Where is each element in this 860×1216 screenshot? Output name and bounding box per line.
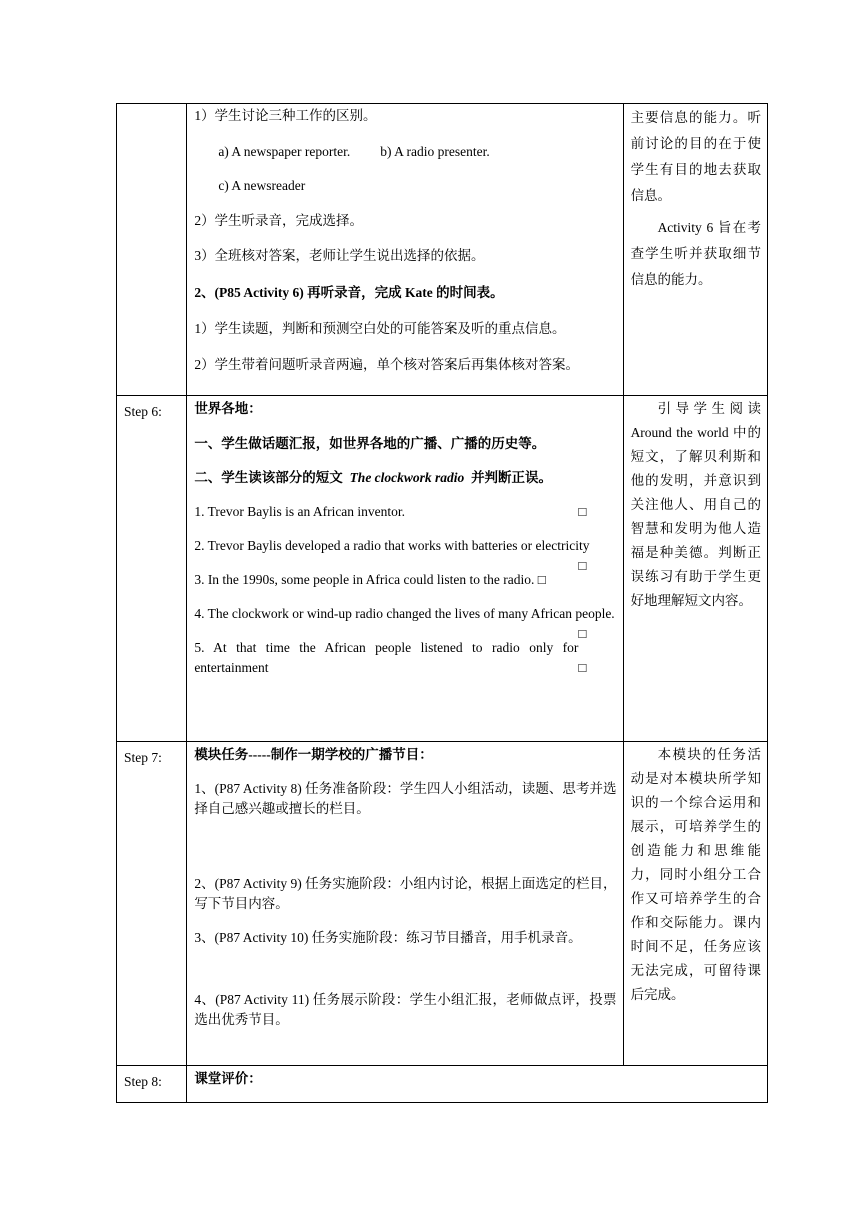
text-line: c) A newsreader bbox=[218, 178, 306, 193]
text-line: 1）学生讨论三种工作的区别。 bbox=[194, 108, 377, 123]
activity-cell bbox=[187, 104, 623, 396]
checkbox[interactable]: □ bbox=[578, 504, 587, 519]
step-cell bbox=[117, 1066, 187, 1103]
table-row bbox=[117, 1066, 768, 1103]
task-item: 3、(P87 Activity 10) 任务实施阶段：练习节目播音，用手机录音。 bbox=[194, 930, 582, 945]
text-line: a) A newspaper reporter. b) A radio presenter. bbox=[218, 144, 490, 159]
text-line: 一、学生做话题汇报，如世界各地的广播、广播的历史等。 bbox=[194, 436, 546, 451]
section-title: 课堂评价： bbox=[194, 1071, 262, 1086]
note-text: Activity 6 旨在考查学生听并获取细节信息的能力。 bbox=[630, 220, 761, 287]
text-line: 二、学生读该部分的短文 The clockwork radio 并判断正误。 bbox=[194, 470, 553, 485]
note-cell bbox=[623, 742, 767, 1066]
lesson-plan-table bbox=[116, 103, 768, 1103]
checkbox[interactable]: □ bbox=[578, 558, 587, 573]
activity-cell bbox=[187, 1066, 768, 1103]
statement-item: 1. Trevor Baylis is an African inventor. □ bbox=[194, 502, 616, 522]
statement-item: 5. At that time the African people listened to radio only for entertainment □ bbox=[194, 638, 616, 678]
checkbox[interactable]: □ bbox=[578, 626, 587, 641]
table-row bbox=[117, 396, 768, 742]
statement-item: 2. Trevor Baylis developed a radio that works with batteries or electricity □ bbox=[194, 536, 616, 556]
statement-item: 4. The clockwork or wind-up radio changed the lives of many African people. □ bbox=[194, 604, 616, 624]
note-text: 本模块的任务活动是对本模块所学知识的一个综合运用和展示，可培养学生的创造能力和思维能力，同时小组分工合作又可培养学生的合作和交际能力。课内时间不足，任务应该无法完成，可留待课后完成。 bbox=[630, 747, 761, 1002]
task-item: 2、(P87 Activity 9) 任务实施阶段：小组内讨论，根据上面选定的栏目，写下节目内容。 bbox=[194, 876, 617, 911]
step-cell bbox=[117, 742, 187, 1066]
section-title: 模块任务-----制作一期学校的广播节目： bbox=[194, 747, 433, 762]
step-cell bbox=[117, 396, 187, 742]
activity-cell bbox=[187, 742, 623, 1066]
step-label: Step 7: bbox=[124, 750, 162, 765]
checkbox[interactable]: □ bbox=[537, 572, 546, 587]
note-text: 主要信息的能力。听前讨论的目的在于使学生有目的地去获取信息。 bbox=[630, 110, 761, 203]
text-line: 2）学生听录音，完成选择。 bbox=[194, 213, 364, 228]
text-line: 3）全班核对答案，老师让学生说出选择的依据。 bbox=[194, 248, 485, 263]
checkbox[interactable]: □ bbox=[578, 660, 587, 675]
table-row bbox=[117, 742, 768, 1066]
text-line: 2、(P85 Activity 6) 再听录音，完成 Kate 的时间表。 bbox=[194, 285, 504, 300]
note-cell bbox=[623, 396, 767, 742]
text-line: 1）学生读题，判断和预测空白处的可能答案及听的重点信息。 bbox=[194, 321, 566, 336]
step-label: Step 6: bbox=[124, 404, 162, 419]
section-title: 世界各地： bbox=[194, 401, 262, 416]
activity-cell bbox=[187, 396, 623, 742]
table-row bbox=[117, 104, 768, 396]
step-label: Step 8: bbox=[124, 1074, 162, 1089]
step-cell bbox=[117, 104, 187, 396]
task-item: 1、(P87 Activity 8) 任务准备阶段：学生四人小组活动，读题、思考并选择自己感兴趣或擅长的栏目。 bbox=[194, 781, 617, 816]
text-line: 2）学生带着问题听录音两遍，单个核对答案后再集体核对答案。 bbox=[194, 357, 580, 372]
note-cell bbox=[623, 104, 767, 396]
statement-item: 3. In the 1990s, some people in Africa could listen to the radio. □ bbox=[194, 572, 546, 587]
task-item: 4、(P87 Activity 11) 任务展示阶段：学生小组汇报，老师做点评，投票选出优秀节目。 bbox=[194, 992, 617, 1027]
note-text: 引导学生阅读 Around the world 中的短文，了解贝利斯和他的发明，并意识到关注他人、用自己的智慧和发明为他人造福是种美德。判断正误练习有助于学生更好地理解短文内容。 bbox=[630, 401, 761, 608]
